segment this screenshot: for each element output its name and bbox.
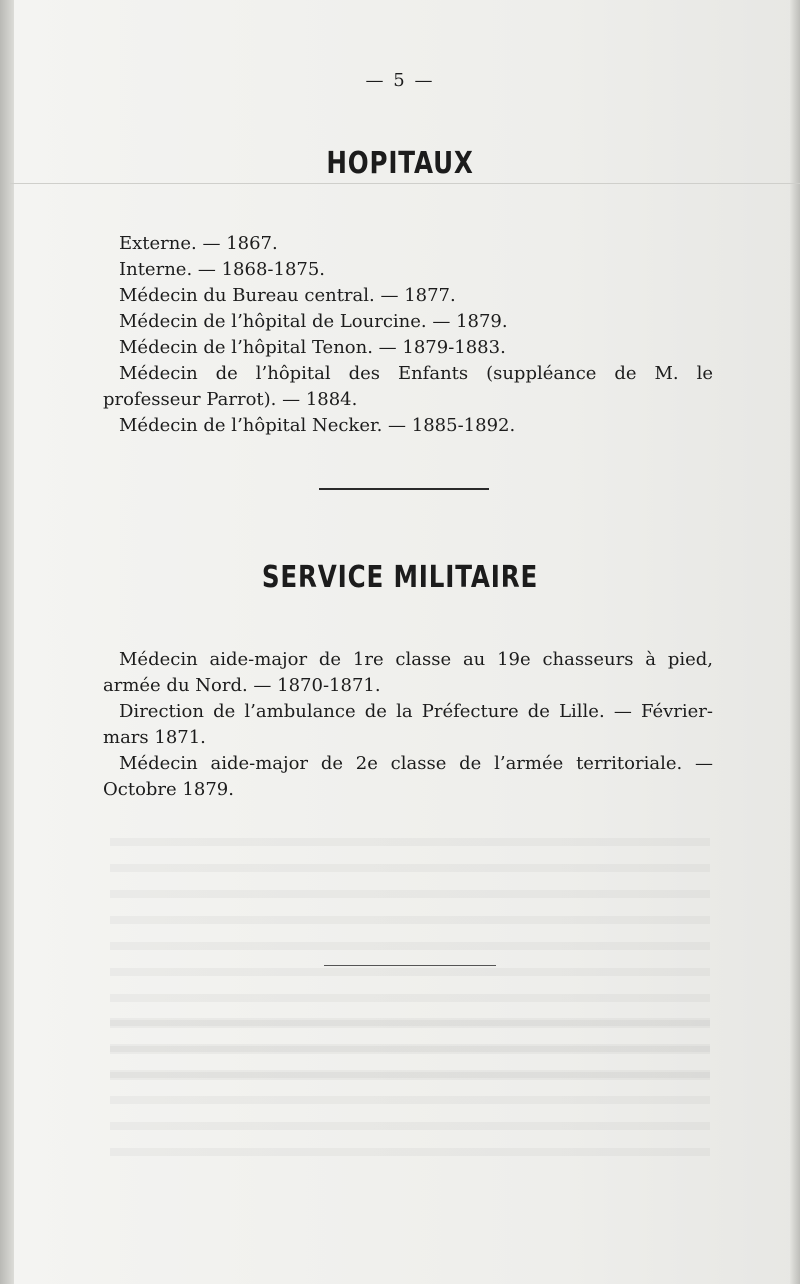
list-item: Médecin aide-major de 1re classe au 19e chasseurs à pied, armée du Nord. — 1870-1871. bbox=[103, 649, 713, 696]
list-item: Médecin de l’hôpital des Enfants (suppléance de M. le professeur Parrot). — 1884. bbox=[103, 363, 713, 410]
section-title-hopitaux: HOPITAUX bbox=[326, 146, 474, 181]
list-item: Direction de l’ambulance de la Préfecture de Lille. — Février-mars 1871. bbox=[103, 701, 713, 748]
section-divider bbox=[324, 965, 496, 966]
hopitaux-list bbox=[103, 231, 713, 439]
page-left-edge bbox=[0, 0, 14, 1284]
list-item: Médecin de l’hôpital de Lourcine. — 1879. bbox=[119, 311, 508, 332]
list-item: Médecin aide-major de 2e classe de l’armée territoriale. — Octobre 1879. bbox=[103, 753, 713, 800]
section-divider bbox=[319, 488, 489, 490]
service-militaire-list bbox=[103, 647, 713, 803]
paper-fold-line bbox=[10, 183, 800, 184]
list-item: Interne. — 1868-1875. bbox=[119, 259, 326, 280]
page-right-edge bbox=[790, 0, 800, 1284]
list-item: Médecin de l’hôpital Necker. — 1885-1892. bbox=[119, 415, 516, 436]
section-title-service-militaire: SERVICE MILITAIRE bbox=[261, 560, 539, 595]
bleed-through-text bbox=[110, 1000, 710, 1170]
page-number: — 5 — bbox=[365, 70, 435, 91]
list-item: Médecin de l’hôpital Tenon. — 1879-1883. bbox=[119, 337, 506, 358]
list-item: Externe. — 1867. bbox=[119, 233, 278, 254]
list-item: Médecin du Bureau central. — 1877. bbox=[119, 285, 456, 306]
